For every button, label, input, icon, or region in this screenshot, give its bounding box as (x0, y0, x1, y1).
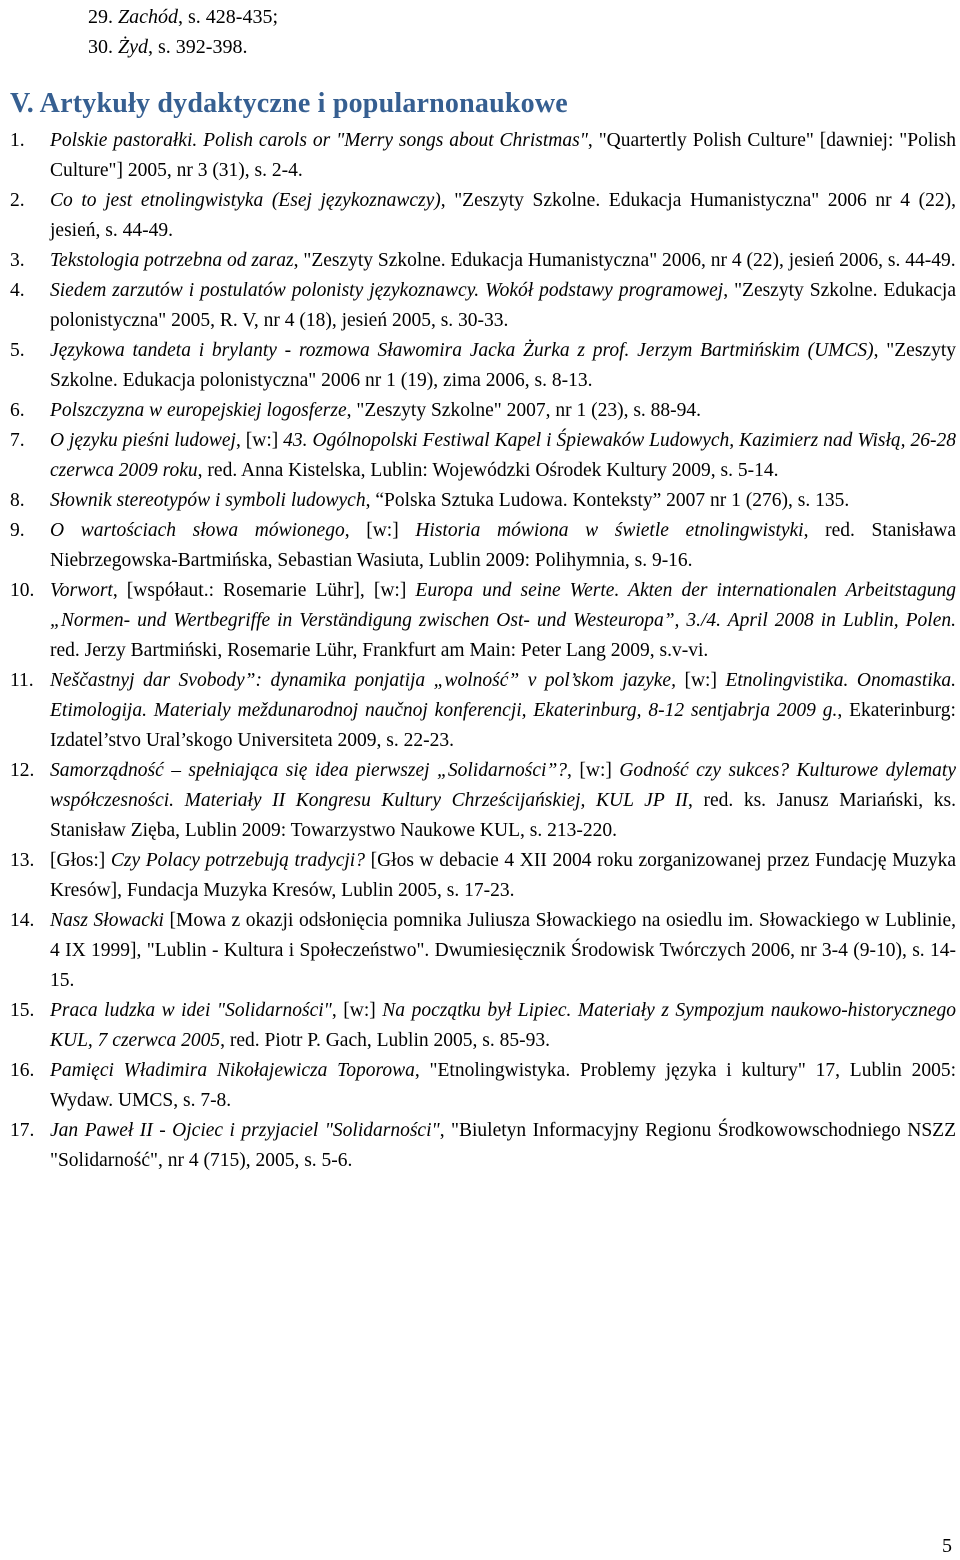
list-item (88, 2, 278, 32)
entry-number: 10. (10, 580, 35, 601)
entry-title-text: Samorządność – spełniająca się idea pierwszej „Solidarności”? (50, 760, 568, 781)
entry-title-text: Etnolingvistika. Onomastika. Etimologija. Materialy meždunarodnoj naučnoj konferencji, Ekaterinburg, 8-12 sentjabrja 2009 g. (50, 670, 956, 721)
entry-citation-text: , [w:] (567, 760, 620, 781)
bibliography-entry (0, 276, 960, 336)
entry-number: 17. (10, 1120, 35, 1141)
entry-title-text: 43. Ogólnopolski Festiwal Kapel i Śpiewaków Ludowych, Kazimierz nad Wisłą, 26-28 czerwca 2009 roku (50, 430, 956, 481)
entry-title-text: Praca ludzka w idei "Solidarności" (50, 1000, 332, 1021)
entry-title-text: O języku pieśni ludowej (50, 430, 236, 451)
entry-citation-text: , "Zeszyty Szkolne. Edukacja polonistyczna" 2006 nr 1 (19), zima 2006, s. 8-13. (50, 340, 956, 391)
item-title: Żyd (118, 36, 148, 58)
bibliography-entry (0, 996, 960, 1056)
bibliography-entry (0, 336, 960, 396)
item-title: Zachód (118, 6, 178, 28)
entry-citation-text: , "Biuletyn Informacyjny Regionu Środkowowschodniego NSZZ "Solidarność", nr 4 (715), 2005, s. 5-6. (50, 1120, 956, 1171)
entry-title-text: Nasz Słowacki (50, 910, 164, 931)
entry-citation-text: , [w:] (235, 430, 284, 451)
entry-title-text: Vorwort (50, 580, 113, 601)
entry-citation-text: , [współaut.: Rosemarie Lühr], [w:] (112, 580, 416, 601)
bibliography-entry (0, 426, 960, 486)
entry-citation-text: [w:] (675, 670, 726, 691)
entry-title-text: Tekstologia potrzebna od zaraz (50, 250, 294, 271)
entry-title-text: Historia mówiona w świetle etnolingwistyki (415, 520, 804, 541)
page-number: 5 (942, 1535, 952, 1557)
item-number: 29. (88, 6, 113, 28)
entry-number: 15. (10, 1000, 35, 1021)
entry-citation-text: , "Zeszyty Szkolne" 2007, nr 1 (23), s. 88-94. (346, 400, 702, 421)
entry-number: 3. (10, 250, 25, 271)
bibliography-entry (0, 666, 960, 756)
entry-title-text: Pamięci Władimira Nikołajewicza Toporowa (50, 1060, 415, 1081)
bibliography-entry (0, 126, 960, 186)
entry-number: 13. (10, 850, 35, 871)
entry-title-text: Neščastnyj dar Svobody”: dynamika ponjatija „wolność” v pol’skom jazyke, (50, 670, 676, 691)
entry-title-text: Jan Paweł II - Ojciec i przyjaciel "Solidarności" (50, 1120, 440, 1141)
entry-citation-text: , red. Stanisława Niebrzegowska-Bartmińska, Sebastian Wasiuta, Lublin 2009: Polihymnia, s. 9-16. (50, 520, 956, 571)
bibliography-entry (0, 756, 960, 846)
bibliography-entry (0, 1056, 960, 1116)
continued-list (88, 2, 278, 62)
entry-title-text: Siedem zarzutów i postulatów polonisty językoznawcy. Wokół podstawy programowej (50, 280, 724, 301)
item-pages: , s. 428-435; (178, 6, 278, 28)
entry-citation-text: , “Polska Sztuka Ludowa. Konteksty” 2007 nr 1 (276), s. 135. (365, 490, 850, 511)
bibliography-entry (0, 846, 960, 906)
entry-title-text: Słownik stereotypów i symboli ludowych (50, 490, 366, 511)
bibliography-entry (0, 906, 960, 996)
entry-title-text: Czy Polacy potrzebują tradycji? (110, 850, 365, 871)
entry-number: 9. (10, 520, 25, 541)
bibliography-entry (0, 576, 960, 666)
entry-number: 7. (10, 430, 25, 451)
list-item (88, 32, 278, 62)
entry-citation-text: , "Zeszyty Szkolne. Edukacja Humanistyczna" 2006 nr 4 (22), jesień, s. 44-49. (50, 190, 956, 241)
entry-citation-text: , "Etnolingwistyka. Problemy języka i kultury" 17, Lublin 2005: Wydaw. UMCS, s. 7-8. (50, 1060, 956, 1111)
entry-citation-text: , "Quartertly Polish Culture" [dawniej: "Polish Culture"] 2005, nr 3 (31), s. 2-4. (50, 130, 956, 181)
entry-number: 1. (10, 130, 25, 151)
bibliography-entry (0, 246, 960, 276)
entry-citation-text: red. Jerzy Bartmiński, Rosemarie Lühr, Frankfurt am Main: Peter Lang 2009, s.v-vi. (50, 640, 709, 661)
entry-citation-text: [Głos:] (50, 850, 111, 871)
entry-number: 14. (10, 910, 35, 931)
entry-title-text: Polskie pastorałki. Polish carols or "Merry songs about Christmas" (50, 130, 588, 151)
bibliography-list (0, 126, 960, 1176)
item-number: 30. (88, 36, 113, 58)
bibliography-entry (0, 1116, 960, 1176)
entry-citation-text: , Ekaterinburg: Izdatel’stvo Ural’skogo Universiteta 2009, s. 22-23. (50, 700, 956, 751)
entry-citation-text: , red. ks. Janusz Mariański, ks. Stanisław Zięba, Lublin 2009: Towarzystwo Naukowe KUL, s. 213-220. (50, 790, 956, 841)
bibliography-entry (0, 486, 960, 516)
entry-number: 2. (10, 190, 25, 211)
entry-number: 11. (10, 670, 34, 691)
entry-number: 6. (10, 400, 25, 421)
entry-citation-text: , [w:] (344, 520, 416, 541)
entry-number: 4. (10, 280, 25, 301)
entry-title-text: Językowa tandeta i brylanty - rozmowa Sławomira Jacka Żurka z prof. Jerzym Bartmińskim (UMCS) (50, 340, 874, 361)
item-pages: , s. 392-398. (148, 36, 248, 58)
entry-citation-text: , red. Anna Kistelska, Lublin: Wojewódzki Ośrodek Kultury 2009, s. 5-14. (197, 460, 779, 481)
entry-number: 8. (10, 490, 25, 511)
bibliography-entry (0, 396, 960, 426)
entry-number: 12. (10, 760, 35, 781)
bibliography-entry (0, 516, 960, 576)
entry-citation-text: , [w:] (331, 1000, 383, 1021)
entry-number: 5. (10, 340, 25, 361)
entry-title-text: Europa und seine Werte. Akten der internationalen Arbeitstagung „Normen- und Wertbegriffe in Verständigung zwischen Ost- und Westeuropa”, 3./4. April 2008 in Lublin, Polen. (50, 580, 956, 631)
entry-citation-text: [Mowa z okazji odsłonięcia pomnika Juliusza Słowackiego na osiedlu im. Słowackiego w Lublinie, 4 IX 1999], "Lublin - Kultura i Społeczeństwo". Dwumiesięcznik Środowisk Twórczych 2006, nr 3-4 (9-10), s. 14-15. (50, 910, 956, 991)
entry-title-text: Co to jest etnolingwistyka (Esej językoznawczy) (50, 190, 441, 211)
entry-citation-text: , red. Piotr P. Gach, Lublin 2005, s. 85-93. (220, 1030, 550, 1051)
entry-citation-text: [Głos w debacie 4 XII 2004 roku zorganizowanej przez Fundację Muzyka Kresów], Fundacja Muzyka Kresów, Lublin 2005, s. 17-23. (50, 850, 956, 901)
bibliography-entry (0, 186, 960, 246)
entry-citation-text: , "Zeszyty Szkolne. Edukacja polonistyczna" 2005, R. V, nr 4 (18), jesień 2005, s. 30-33. (50, 280, 956, 331)
entry-title-text: Na początku był Lipiec. Materiały z Sympozjum naukowo-historycznego KUL, 7 czerwca 2005 (50, 1000, 956, 1051)
entry-citation-text: , "Zeszyty Szkolne. Edukacja Humanistyczna" 2006, nr 4 (22), jesień 2006, s. 44-49. (293, 250, 956, 271)
entry-title-text: Polszczyzna w europejskiej logosferze (50, 400, 347, 421)
entry-title-text: O wartościach słowa mówionego (50, 520, 345, 541)
entry-number: 16. (10, 1060, 35, 1081)
entry-title-text: Godność czy sukces? Kulturowe dylematy współczesności. Materiały II Kongresu Kultury Chrześcijańskiej, KUL JP II (50, 760, 956, 811)
section-heading: V. Artykuły dydaktyczne i popularnonaukowe (10, 88, 568, 119)
